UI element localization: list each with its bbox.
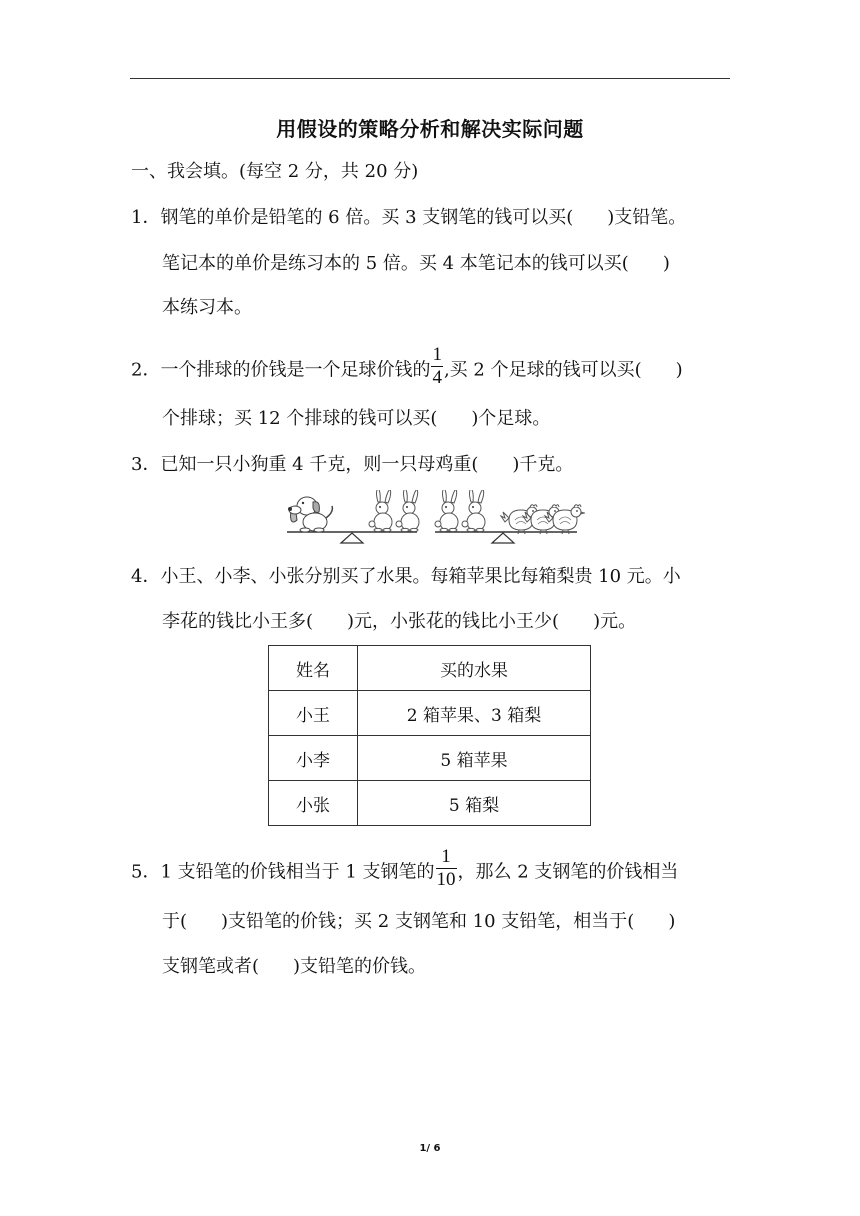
scale-fulcrum-2: [492, 533, 514, 543]
fraction-one-tenth: $\frac{1}{10}$: [436, 846, 456, 890]
q4-line-2: 李花的钱比小王多( )元，小张花的钱比小王少( )元。: [162, 611, 637, 632]
rabbit-icon: [435, 490, 458, 532]
rabbit-icon: [462, 490, 485, 532]
q1-line-2: 笔记本的单价是练习本的 5 倍。买 4 本笔记本的钱可以买( ): [162, 253, 670, 274]
table-cell: 小张: [269, 781, 358, 826]
q1-line-1: 1．钢笔的单价是铅笔的 6 倍。买 3 支钢笔的钱可以买( )支铅笔。: [131, 207, 687, 228]
q5-line-1: 5．1 支铅笔的价钱相当于 1 支钢笔的 $\frac{1}{10}$ ，那么 2 支钢笔的价钱相当: [131, 846, 679, 890]
q2-line-1: 2．一个排球的价钱是一个足球价钱的 $\frac{1}{4}$ ,买 2 个足球的钱可以买( ): [131, 344, 683, 388]
page-title: 用假设的策略分析和解决实际问题: [276, 117, 584, 141]
q2-line-2: 个排球；买 12 个排球的钱可以买( )个足球。: [162, 408, 551, 429]
page-number: 1/ 6: [419, 1143, 441, 1154]
table-header-cell: 姓名: [269, 646, 358, 691]
fraction-one-quarter: $\frac{1}{4}$: [432, 344, 442, 388]
q4-line-1: 4．小王、小李、小张分别买了水果。每箱苹果比每箱梨贵 10 元。小: [131, 566, 681, 587]
table-header-cell: 买的水果: [358, 646, 591, 691]
q5-line-2: 于( )支铅笔的价钱；买 2 支钢笔和 10 支铅笔，相当于( ): [162, 911, 676, 932]
rabbit-icon: [396, 490, 419, 532]
table-cell: 5 箱梨: [358, 781, 591, 826]
table-cell: 2 箱苹果、3 箱梨: [358, 691, 591, 736]
scale-fulcrum-1: [341, 533, 363, 543]
balance-scale-figure: [285, 490, 585, 550]
header-rule: [130, 78, 730, 79]
section-heading: 一、我会填。(每空 2 分，共 20 分): [131, 161, 419, 182]
q5-line-3: 支钢笔或者( )支铅笔的价钱。: [162, 956, 427, 977]
dog-icon: [288, 497, 332, 532]
table-row: [269, 781, 591, 826]
q1-line-3: 本练习本。: [162, 297, 252, 318]
table-cell: 小王: [269, 691, 358, 736]
table-cell: 小李: [269, 736, 358, 781]
rabbit-icon: [369, 490, 392, 532]
table-row: [269, 736, 591, 781]
fruit-purchase-table: [268, 645, 591, 826]
q3-line-1: 3．已知一只小狗重 4 千克，则一只母鸡重( )千克。: [131, 454, 574, 475]
table-cell: 5 箱苹果: [358, 736, 591, 781]
table-header-row: [269, 646, 591, 691]
table-row: [269, 691, 591, 736]
